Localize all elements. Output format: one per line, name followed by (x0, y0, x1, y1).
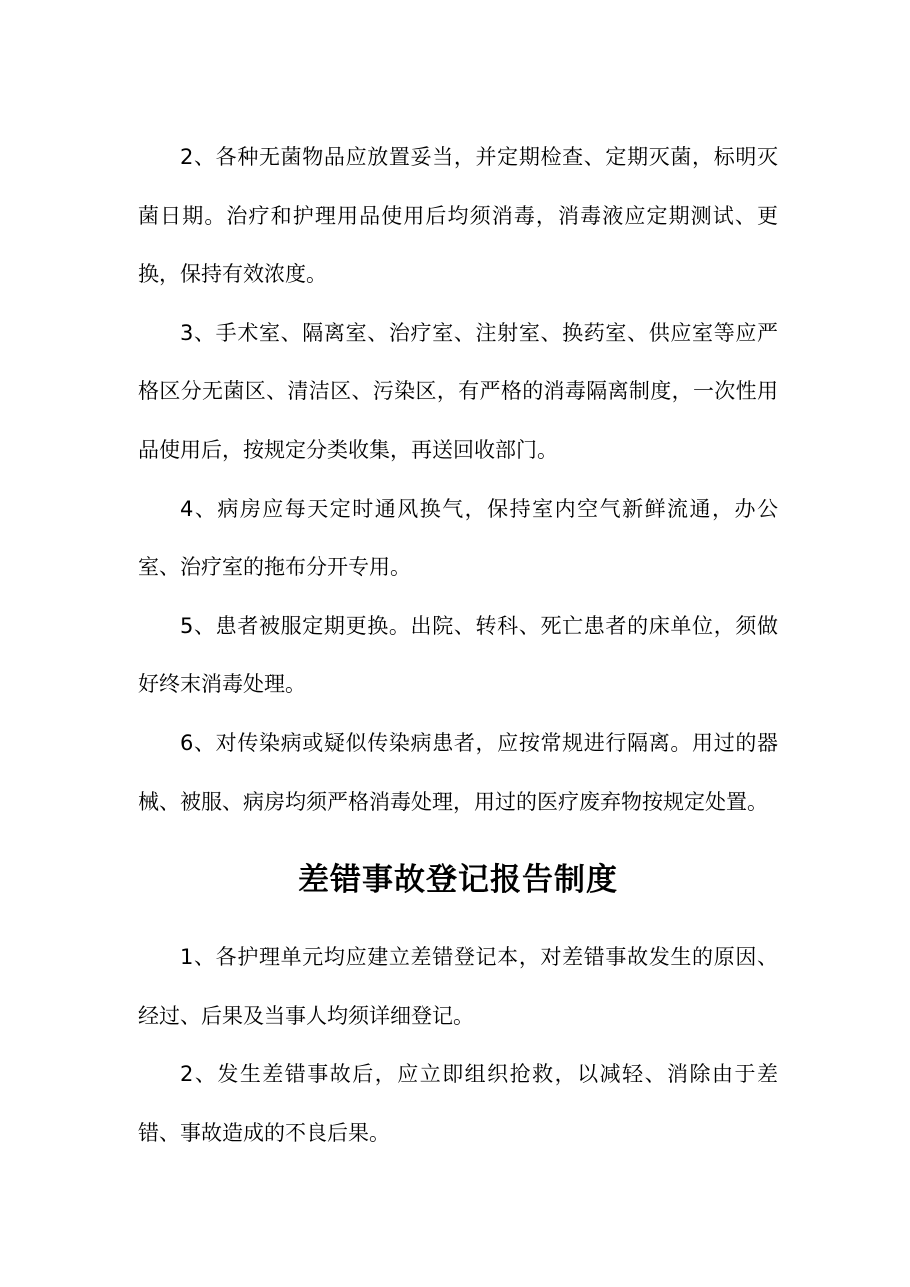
section-heading: 差错事故登记报告制度 (298, 862, 618, 899)
error-report-section (138, 928, 778, 1162)
paragraph-item-5: 5、患者被服定期更换。出院、转科、死亡患者的床单位，须做好终末消毒处理。 (138, 613, 778, 697)
paragraph-item-6: 6、对传染病或疑似传染病患者，应按常规进行隔离。用过的器械、被服、病房均须严格消毒处理，用过的医疗废弃物按规定处置。 (138, 730, 778, 814)
paragraph-item-4: 4、病房应每天定时通风换气，保持室内空气新鲜流通，办公室、治疗室的拖布分开专用。 (138, 496, 778, 580)
document-page (138, 128, 778, 1163)
disinfection-section (138, 128, 778, 831)
paragraph-item-3: 3、手术室、隔离室、治疗室、注射室、换药室、供应室等应严格区分无菌区、清洁区、污染区，有严格的消毒隔离制度，一次性用品使用后，按规定分类收集，再送回收部门。 (138, 320, 778, 462)
paragraph-item-2b: 2、发生差错事故后，应立即组织抢救，以减轻、消除由于差错、事故造成的不良后果。 (138, 1062, 778, 1145)
paragraph-item-2: 2、各种无菌物品应放置妥当，并定期检查、定期灭菌，标明灭菌日期。治疗和护理用品使用后均须消毒，消毒液应定期测试、更换，保持有效浓度。 (138, 145, 778, 287)
paragraph-item-1: 1、各护理单元均应建立差错登记本，对差错事故发生的原因、经过、后果及当事人均须详细登记。 (138, 945, 778, 1028)
